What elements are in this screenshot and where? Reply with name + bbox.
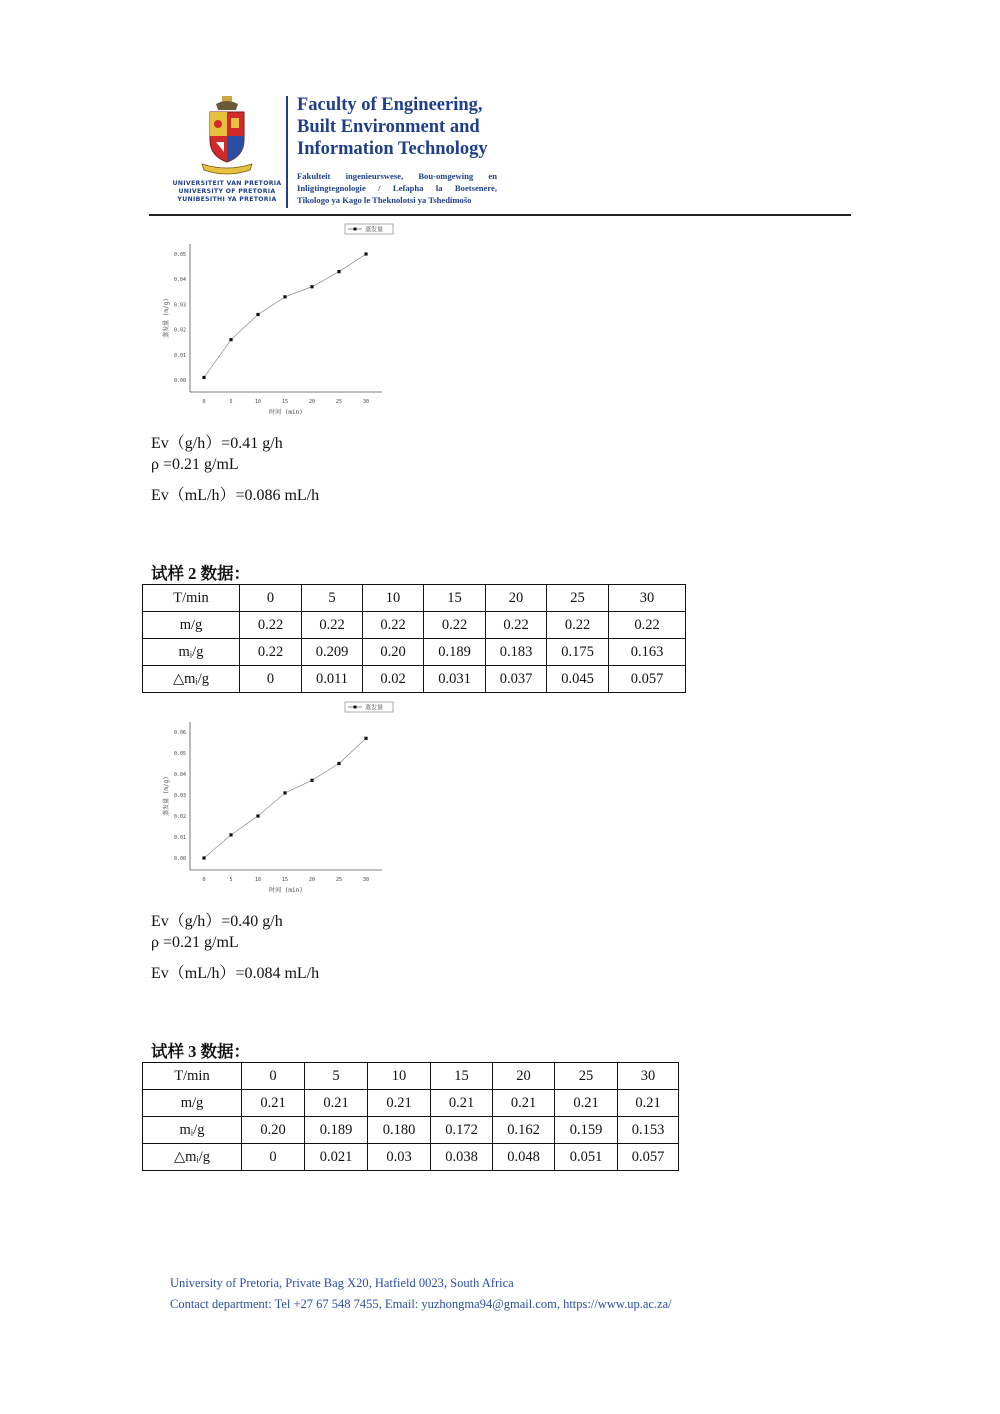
y-tick-label: 0.02 — [173, 327, 186, 334]
table-cell: 0.22 — [609, 612, 686, 639]
table-cell: 0.21 — [431, 1090, 493, 1117]
table-row — [143, 666, 686, 693]
table-cell: 0.22 — [302, 612, 363, 639]
x-tick-label: 15 — [281, 399, 289, 405]
table-cell: 0.180 — [368, 1117, 431, 1144]
table-cell: 0.038 — [431, 1144, 493, 1171]
x-tick-label: 30 — [362, 877, 370, 883]
data-point — [364, 252, 367, 255]
table-cell: 0.21 — [618, 1090, 679, 1117]
table-cell: 0.175 — [547, 639, 609, 666]
x-tick-label: 20 — [308, 877, 316, 883]
table-cell: 0.02 — [363, 666, 424, 693]
series-line — [204, 254, 366, 377]
x-tick-label: 10 — [254, 399, 262, 405]
faculty-subtitle-line-2: Inligtingtegnologie / Lefapha la Boetsenere, — [297, 183, 497, 193]
data-point — [310, 285, 313, 288]
x-tick-label: 25 — [335, 877, 343, 883]
sample2-ev-gh: Ev（g/h）=0.40 g/h — [151, 913, 283, 930]
y-tick-label: 0.00 — [173, 378, 186, 384]
table-cell: T/min — [143, 1063, 242, 1090]
table-cell: 0.22 — [240, 639, 302, 666]
series-line — [204, 738, 366, 858]
table-cell: 0.20 — [242, 1117, 305, 1144]
faculty-subtitle-line-1: Fakulteit ingenieurswese, Bou-omgewing en — [297, 171, 497, 181]
y-tick-label: 0.05 — [173, 252, 186, 258]
sample2-density: ρ =0.21 g/mL — [151, 934, 239, 951]
table-cell: △mᵢ/g — [143, 1144, 242, 1171]
faculty-subtitle-line-3: Tikologo ya Kago le Theknolotsi ya Tshedimošo — [297, 195, 472, 205]
table-cell: △mᵢ/g — [143, 666, 240, 693]
table-row — [143, 1117, 679, 1144]
x-tick-label: 30 — [362, 399, 370, 405]
sample2-ev-mlh: Ev（mL/h）=0.084 mL/h — [151, 965, 320, 982]
data-point — [310, 779, 313, 782]
table-cell: 0.21 — [368, 1090, 431, 1117]
table-cell: 0 — [242, 1063, 305, 1090]
data-point — [202, 376, 205, 379]
table-cell: 0.189 — [305, 1117, 368, 1144]
table-cell: mᵢ/g — [143, 1117, 242, 1144]
legend-label: 蒸发量 — [365, 704, 384, 712]
data-point — [283, 295, 286, 298]
y-axis-label: 蒸发量 (m/g) — [163, 776, 170, 816]
table-cell: 15 — [424, 585, 486, 612]
y-axis-label: 蒸发量 (m/g) — [163, 298, 170, 338]
evaporation-chart-sample-2 — [150, 698, 410, 898]
data-point — [364, 737, 367, 740]
y-tick-label: 0.01 — [173, 835, 186, 841]
x-tick-label: 0 — [202, 877, 206, 883]
sample1-ev-mlh: Ev（mL/h）=0.086 mL/h — [151, 487, 320, 504]
table-cell: 0.21 — [305, 1090, 368, 1117]
sample2-heading: 试样 2 数据： — [151, 564, 250, 583]
table-cell: 0.22 — [424, 612, 486, 639]
x-tick-label: 0 — [202, 399, 206, 405]
table-cell: 5 — [302, 585, 363, 612]
y-tick-label: 0.02 — [173, 814, 186, 820]
table-cell: 0.057 — [609, 666, 686, 693]
table-cell: 0.051 — [555, 1144, 618, 1171]
x-axis-label: 时间 (min) — [269, 409, 303, 416]
header-rule — [149, 214, 851, 216]
table-cell: 0.048 — [493, 1144, 555, 1171]
data-point — [256, 313, 259, 316]
sample2-data-table — [142, 584, 686, 693]
table-cell: 5 — [305, 1063, 368, 1090]
table-cell: 0.183 — [486, 639, 547, 666]
table-cell: 0.22 — [240, 612, 302, 639]
data-point — [256, 814, 259, 817]
table-cell: 0.21 — [555, 1090, 618, 1117]
y-tick-label: 0.05 — [173, 751, 186, 757]
table-cell: 0.22 — [486, 612, 547, 639]
table-cell: 25 — [555, 1063, 618, 1090]
table-row — [143, 1090, 679, 1117]
table-cell: 0 — [242, 1144, 305, 1171]
x-axis-label: 时间 (min) — [269, 887, 303, 894]
x-tick-label: 15 — [281, 877, 289, 883]
y-tick-label: 0.04 — [173, 772, 186, 778]
table-cell: 20 — [486, 585, 547, 612]
x-tick-label: 5 — [229, 877, 233, 883]
sample3-heading: 试样 3 数据： — [151, 1042, 250, 1061]
table-cell: 0.153 — [618, 1117, 679, 1144]
table-cell: 0.011 — [302, 666, 363, 693]
table-cell: 10 — [363, 585, 424, 612]
faculty-title-line-3: Information Technology — [297, 139, 488, 159]
university-name-sepedi: YUNIBESITHI YA PRETORIA — [177, 196, 277, 203]
table-cell: 20 — [493, 1063, 555, 1090]
table-row — [143, 585, 686, 612]
table-cell: 30 — [609, 585, 686, 612]
y-tick-label: 0.01 — [173, 352, 186, 359]
table-cell: 25 — [547, 585, 609, 612]
university-name-english: UNIVERSITY OF PRETORIA — [178, 188, 276, 195]
sample1-density: ρ =0.21 g/mL — [151, 456, 239, 473]
sample1-ev-gh: Ev（g/h）=0.41 g/h — [151, 435, 283, 452]
table-row — [143, 612, 686, 639]
table-cell: 0.20 — [363, 639, 424, 666]
table-cell: 30 — [618, 1063, 679, 1090]
table-cell: m/g — [143, 1090, 242, 1117]
y-tick-label: 0.03 — [173, 302, 186, 309]
table-cell: 0.21 — [242, 1090, 305, 1117]
x-tick-label: 10 — [254, 877, 262, 883]
data-point — [337, 270, 340, 273]
y-tick-label: 0.03 — [173, 793, 186, 799]
footer-contact: Contact department: Tel +27 67 548 7455, Email: yuzhongma94@gmail.com, https://www.up.ac.za/ — [170, 1297, 672, 1311]
university-name-afrikaans: UNIVERSITEIT VAN PRETORIA — [172, 180, 282, 187]
header-divider — [286, 96, 288, 208]
y-tick-label: 0.06 — [173, 730, 186, 736]
table-cell: 0.037 — [486, 666, 547, 693]
table-cell: 0.163 — [609, 639, 686, 666]
y-tick-label: 0.04 — [173, 277, 186, 284]
y-tick-label: 0.00 — [173, 856, 186, 862]
table-row — [143, 1144, 679, 1171]
table-cell: mᵢ/g — [143, 639, 240, 666]
table-row — [143, 1063, 679, 1090]
table-cell: 0.162 — [493, 1117, 555, 1144]
table-cell: 0.03 — [368, 1144, 431, 1171]
table-cell: 0.021 — [305, 1144, 368, 1171]
table-cell: 0.22 — [363, 612, 424, 639]
table-cell: 0.045 — [547, 666, 609, 693]
faculty-title-line-1: Faculty of Engineering, — [297, 95, 483, 115]
table-cell: T/min — [143, 585, 240, 612]
table-cell: 0.172 — [431, 1117, 493, 1144]
table-cell: m/g — [143, 612, 240, 639]
table-cell: 0.21 — [493, 1090, 555, 1117]
evaporation-chart-sample-1 — [150, 220, 410, 420]
x-tick-label: 5 — [229, 399, 233, 405]
x-tick-label: 20 — [308, 399, 316, 405]
legend-marker — [354, 228, 357, 231]
data-point — [202, 856, 205, 859]
data-point — [337, 762, 340, 765]
university-crest-icon — [196, 96, 258, 176]
table-cell: 0.159 — [555, 1117, 618, 1144]
legend-label: 蒸发量 — [365, 226, 384, 234]
table-cell: 10 — [368, 1063, 431, 1090]
sample3-data-table — [142, 1062, 679, 1171]
data-point — [283, 791, 286, 794]
table-cell: 0.057 — [618, 1144, 679, 1171]
data-point — [229, 338, 232, 341]
table-cell: 0 — [240, 666, 302, 693]
table-row — [143, 639, 686, 666]
table-cell: 0.189 — [424, 639, 486, 666]
table-cell: 0 — [240, 585, 302, 612]
table-cell: 15 — [431, 1063, 493, 1090]
data-point — [229, 833, 232, 836]
table-cell: 0.031 — [424, 666, 486, 693]
table-cell: 0.209 — [302, 639, 363, 666]
faculty-title-line-2: Built Environment and — [297, 117, 480, 137]
footer-address: University of Pretoria, Private Bag X20, Hatfield 0023, South Africa — [170, 1276, 514, 1290]
x-tick-label: 25 — [335, 399, 343, 405]
legend-marker — [354, 706, 357, 709]
table-cell: 0.22 — [547, 612, 609, 639]
